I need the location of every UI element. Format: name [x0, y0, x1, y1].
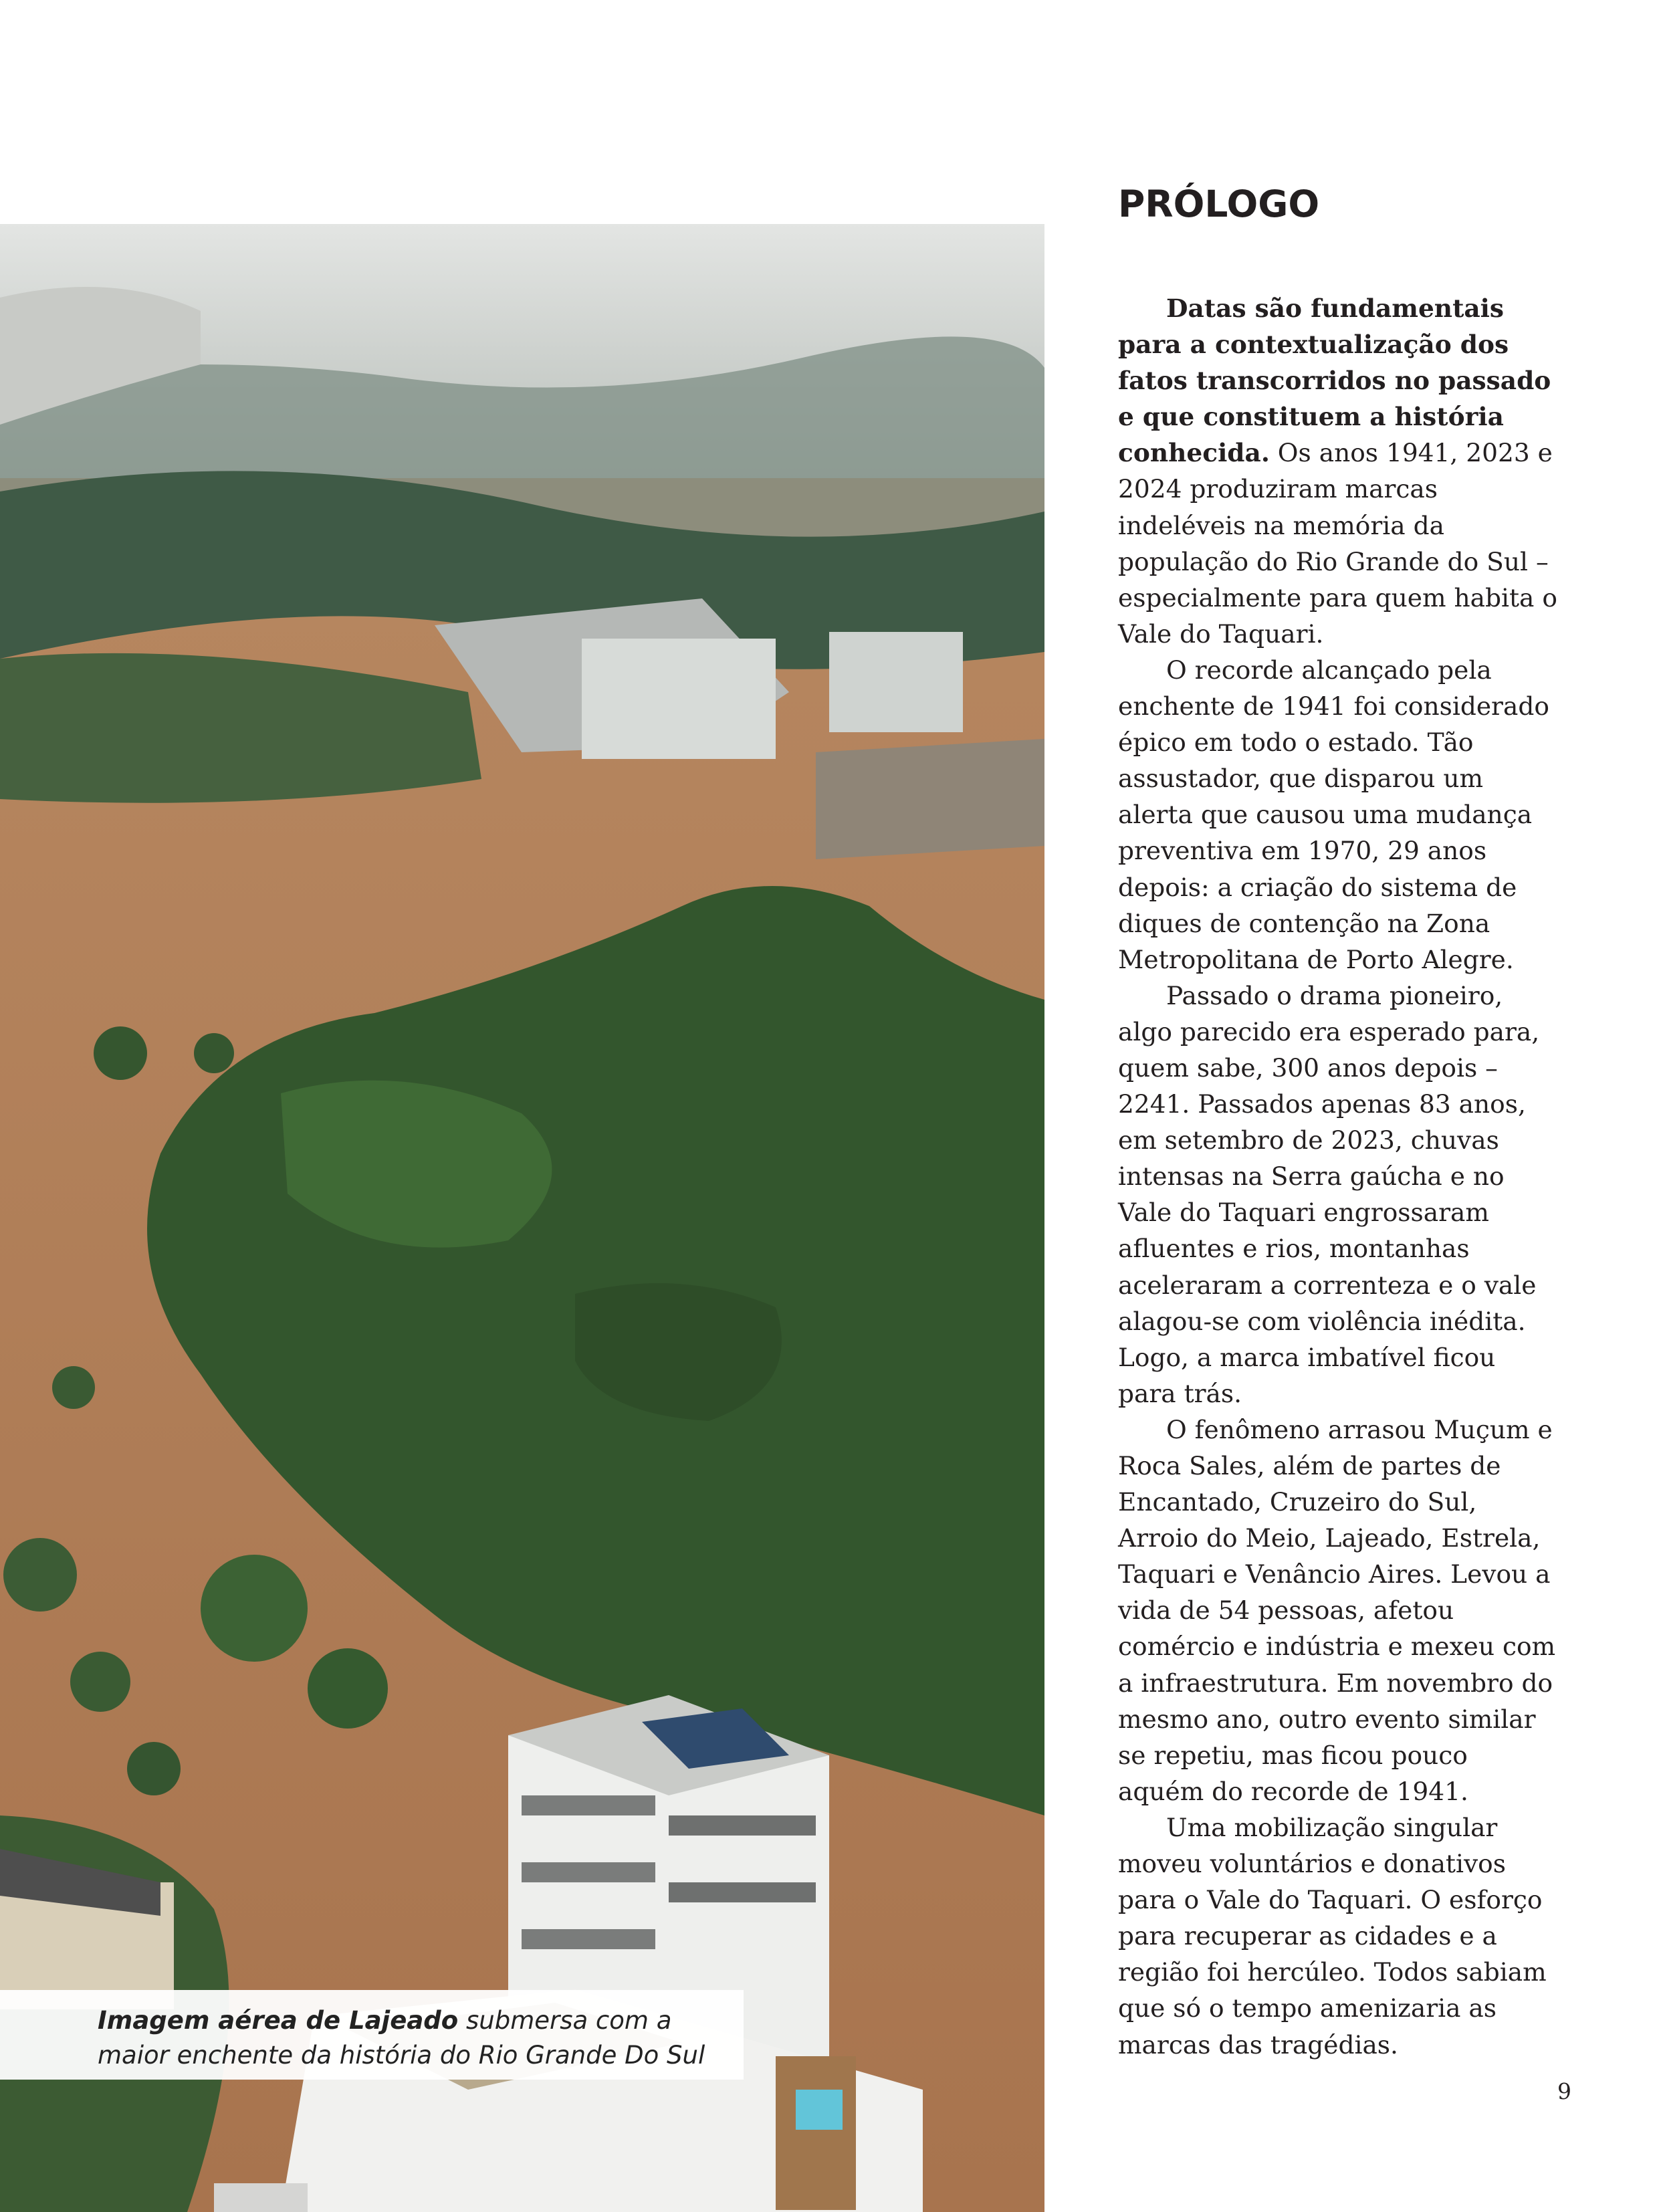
aerial-flood-photo: [0, 224, 1044, 2212]
photo-caption: [0, 1990, 744, 2080]
section-title: PRÓLOGO: [1118, 183, 1320, 225]
article-body: [1118, 290, 1559, 2063]
paragraph-5: Uma mobilização singular moveu voluntários e donativos para o Vale do Taquari. O esforço para recuperar as cidades e a região foi hercúleo. Todos sabiam que só o tempo amenizaria as marcas das tragédias.: [1118, 1812, 1547, 2060]
paragraph-3: Passado o drama pioneiro, algo parecido era esperado para, quem sabe, 300 anos depois – 2241. Passados apenas 83 anos, em setembro de 2023, chuvas intensas na Serra gaúcha e no Vale do Taquari engrossaram afluentes e rios, montanhas aceleraram a correnteza e o vale alagou-se com violência inédita. Logo, a marca imbatível ficou para trás.: [1118, 980, 1540, 1408]
caption-lead: Imagem aérea de Lajeado: [98, 2006, 459, 2035]
paragraph-1-text: Os anos 1941, 2023 e 2024 produziram marcas indeléveis na memória da população do Rio Grande do Sul – especialmente para quem habita o Vale do Taquari.: [1118, 438, 1557, 649]
paragraph-1: [1118, 290, 1559, 652]
paragraph-2: O recorde alcançado pela enchente de 1941 foi considerado épico em todo o estado. Tão assustador, que disparou um alerta que causou uma mudança preventiva em 1970, 29 anos depois: a criação do sistema de diques de contenção na Zona Metropolitana de Porto Alegre.: [1118, 655, 1549, 974]
page-number: 9: [1557, 2078, 1571, 2104]
paragraph-1-lead: Datas são fundamentais para a contextualização dos fatos transcorridos no passado e que constituem a história conhecida.: [1118, 294, 1551, 468]
caption-text: submersa com a maior enchente da história do Rio Grande Do Sul: [98, 2006, 705, 2070]
paragraph-4: O fenômeno arrasou Muçum e Roca Sales, além de partes de Encantado, Cruzeiro do Sul, Arroio do Meio, Lajeado, Estrela, Taquari e Venâncio Aires. Levou a vida de 54 pessoas, afetou comércio e indústria e mexeu com a infraestrutura. Em novembro do mesmo ano, outro evento similar se repetiu, mas ficou pouco aquém do recorde de 1941.: [1118, 1414, 1556, 1806]
